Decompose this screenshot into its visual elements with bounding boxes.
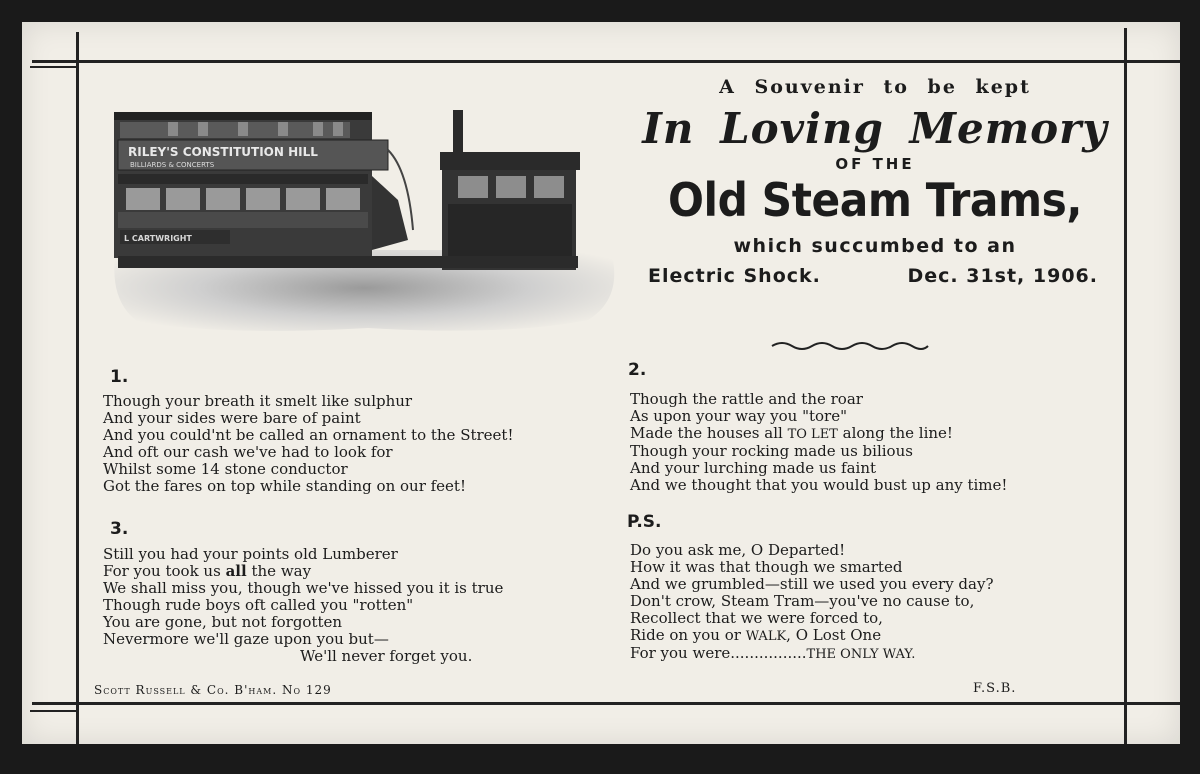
tram-sign-sub: BILLIARDS & CONCERTS (130, 161, 215, 169)
walk-text: WALK (745, 629, 787, 644)
tram-undercarriage (118, 256, 578, 268)
souvenir-line: A Souvenir to be kept (719, 76, 1031, 98)
postscript-heading: P.S. (627, 512, 662, 532)
verse-text: Made the houses all (630, 424, 783, 442)
electric-shock-text: Electric Shock. (648, 265, 821, 287)
verse-line: And you could'nt be called an ornament to the Street! (103, 426, 514, 444)
verse-line (630, 425, 1007, 443)
verse-line: Though rude boys oft called you "rotten" (103, 596, 414, 614)
shock-date-row (640, 265, 1110, 295)
subtitle-line: which succumbed to an (733, 235, 1017, 257)
verse-line: As upon your way you "tore" (630, 407, 847, 425)
publisher-imprint: Scott Russell & Co. B'ham. No 129 (94, 683, 332, 697)
tram-sign-side: L CARTWRIGHT (124, 234, 192, 243)
tram-sign-main: RILEY'S CONSTITUTION HILL (128, 145, 318, 159)
verse-line: And your sides were bare of paint (103, 409, 361, 427)
verse-line: Whilst some 14 stone conductor (103, 460, 348, 478)
verse-line: You are gone, but not forgotten (103, 613, 343, 631)
in-loving-memory-heading: In Loving Memory (642, 104, 1108, 153)
verse-text: Ride on you or (630, 626, 741, 644)
verse-3 (103, 546, 503, 665)
to-let-text: TO LET (787, 427, 838, 442)
verse-line: How it was that though we smarted (630, 558, 903, 576)
verse-text: For you took us (103, 562, 221, 580)
verse-line: Nevermore we'll gaze upon you but— (103, 630, 389, 648)
verse-line: And oft our cash we've had to look for (103, 443, 393, 461)
verse-3-number: 3. (110, 519, 129, 539)
verse-line: Don't crow, Steam Tram—you've no cause to, (630, 592, 975, 610)
decorative-flourish (770, 338, 930, 352)
verse-line: And your lurching made us faint (630, 459, 877, 477)
engine-chimney (453, 110, 463, 156)
verse-text: For you were................ (630, 644, 807, 662)
verse-line: Recollect that we were forced to, (630, 609, 883, 627)
verse-line: We'll never forget you. (300, 647, 473, 665)
verse-line: Do you ask me, O Departed! (630, 541, 846, 559)
author-initials: F.S.B. (973, 681, 1017, 696)
border-bottom-stub (30, 710, 76, 712)
steam-tram-illustration (108, 100, 618, 334)
verse-line: Though your rocking made us bilious (630, 442, 913, 460)
verse-line: Still you had your points old Lumberer (103, 545, 398, 563)
all-emphasis: all (225, 562, 247, 580)
header-block (640, 76, 1110, 295)
border-left-rule (76, 32, 79, 744)
border-right-rule (1124, 28, 1127, 744)
verse-line: Though your breath it smelt like sulphur (103, 392, 413, 410)
verse-2 (630, 391, 1007, 494)
verse-line (630, 627, 994, 645)
verse-line (630, 645, 994, 663)
verse-text: , O Lost One (786, 626, 882, 644)
border-top-rule (32, 60, 1180, 63)
verse-1 (103, 393, 513, 495)
verse-line: And we thought that you would bust up any time! (630, 476, 1008, 494)
border-bottom-rule (32, 702, 1180, 705)
verse-line: And we grumbled—still we used you every day? (630, 575, 994, 593)
only-way-text: THE ONLY WAY. (806, 647, 916, 662)
border-top-stub (30, 66, 76, 68)
verse-1-number: 1. (110, 367, 129, 387)
verse-line: Though the rattle and the roar (630, 390, 863, 408)
verse-text: the way (251, 562, 312, 580)
verse-text: along the line! (842, 424, 953, 442)
page-title: Old Steam Trams, (668, 173, 1082, 227)
verse-line: We shall miss you, though we've hissed you it is true (103, 579, 504, 597)
date-text: Dec. 31st, 1906. (907, 265, 1098, 287)
verse-line: Got the fares on top while standing on our feet! (103, 477, 466, 495)
of-the-line: OF THE (835, 155, 915, 173)
verse-line (103, 563, 503, 580)
postscript (630, 542, 994, 663)
verse-2-number: 2. (628, 360, 647, 380)
